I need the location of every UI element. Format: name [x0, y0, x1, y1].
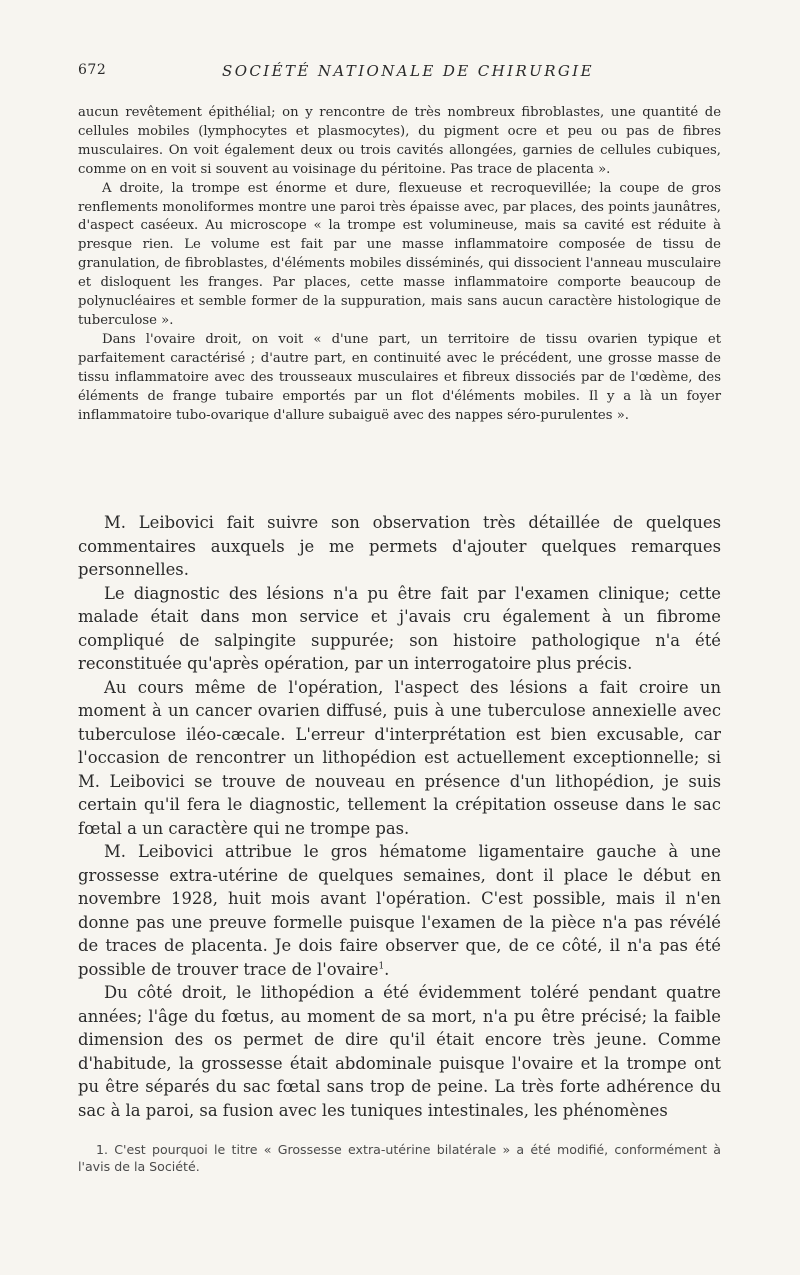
footnote-text: 1. C'est pourquoi le titre « Grossesse extra-utérine bilatérale » a été modifié, conformément à l'avis de la Société.: [78, 1142, 721, 1174]
quote-paragraph: Dans l'ovaire droit, on voit « d'une part, un territoire de tissu ovarien typique et parfaitement caractérisé ; d'autre part, en continuité avec le précédent, une grosse masse de tissu inflammatoire avec des trousseaux musculaires et fibreux dissociés par de l'œdème, des éléments de frange tubaire emportés par un flot d'éléments mobiles. Il y a là un foyer inflammatoire tubo-ovarique d'allure subaiguë avec des nappes séro-purulentes ».: [78, 331, 721, 423]
body-paragraph-text: M. Leibovici attribue le gros hématome ligamentaire gauche à une grossesse extra-utérine de quelques semaines, dont il place le début en novembre 1928, huit mois avant l'opération. C'est possible, mais il n'en donne pas une preuve formelle puisque l'examen de la pièce n'a pas révélé de traces de placenta. Je dois faire observer que, de ce côté, il n'a pas été possible de trouver trace de l'ovaire: [78, 842, 721, 979]
commentary: [78, 511, 721, 1122]
footnote: [78, 1141, 721, 1175]
body-paragraph: Le diagnostic des lésions n'a pu être fait par l'examen clinique; cette malade était dans mon service et j'avais cru également à un fibrome compliqué de salpingite suppurée; son histoire pathologique n'a été reconstituée qu'après opération, par un interrogatoire plus précis.: [78, 583, 721, 673]
body-paragraph-with-note: [78, 840, 721, 981]
sentence-end: .: [384, 959, 390, 979]
body-paragraph: M. Leibovici fait suivre son observation très détaillée de quelques commentaires auxquels je me permets d'ajouter quelques remarques personnelles.: [78, 513, 721, 579]
quote-paragraph: A droite, la trompe est énorme et dure, flexueuse et recroquevillée; la coupe de gros renflements monoliformes montre une paroi très épaisse avec, par places, des points jaunâtres, d'aspect caséeux. Au microscope « la trompe est volumineuse, mais sa cavité est réduite à presque rien. Le volume est fait par une masse inflammatoire composée de tissu de granulation, de fibroblastes, d'éléments mobiles disséminés, qui dissocient l'anneau musculaire et disloquent les franges. Par places, cette masse inflammatoire comporte beaucoup de polynucléaires et semble former de la suppuration, mais sans aucun caractère histologique de tuberculose ».: [78, 180, 721, 328]
running-title: SOCIÉTÉ NATIONALE DE CHIRURGIE: [222, 62, 594, 80]
footnote-marker[interactable]: 1: [378, 961, 385, 972]
quoted-report: [78, 104, 721, 425]
page-number: 672: [78, 62, 107, 78]
body-paragraph: Au cours même de l'opération, l'aspect des lésions a fait croire un moment à un cancer ovarien diffusé, puis à une tuberculose annexielle avec tuberculose iléo-cæcale. L'erreur d'interprétation est bien excusable, car l'occasion de rencontrer un lithopédion est actuellement exceptionnelle; si M. Leibovici se trouve de nouveau en présence d'un lithopédion, je suis certain qu'il fera le diagnostic, tellement la crépitation osseuse dans le sac fœtal a un caractère qui ne trompe pas.: [78, 677, 721, 838]
body-paragraph: Du côté droit, le lithopédion a été évidemment toléré pendant quatre années; l'âge du fœtus, au moment de sa mort, n'a pu être précisé; la faible dimension des os permet de dire qu'il était encore très jeune. Comme d'habitude, la grossesse était abdominale puisque l'ovaire et la trompe ont pu être séparés du sac fœtal sans trop de peine. La très forte adhérence du sac à la paroi, sa fusion avec les tuniques intestinales, les phénomènes: [78, 983, 721, 1120]
page-header: [78, 62, 721, 86]
quote-paragraph: aucun revêtement épithélial; on y rencontre de très nombreux fibroblastes, une quantité de cellules mobiles (lymphocytes et plasmocytes), du pigment ocre et peu ou pas de fibres musculaires. On voit également deux ou trois cavités allongées, garnies de cellules cubiques, comme on en voit si souvent au voisinage du péritoine. Pas trace de placenta ».: [78, 105, 721, 177]
